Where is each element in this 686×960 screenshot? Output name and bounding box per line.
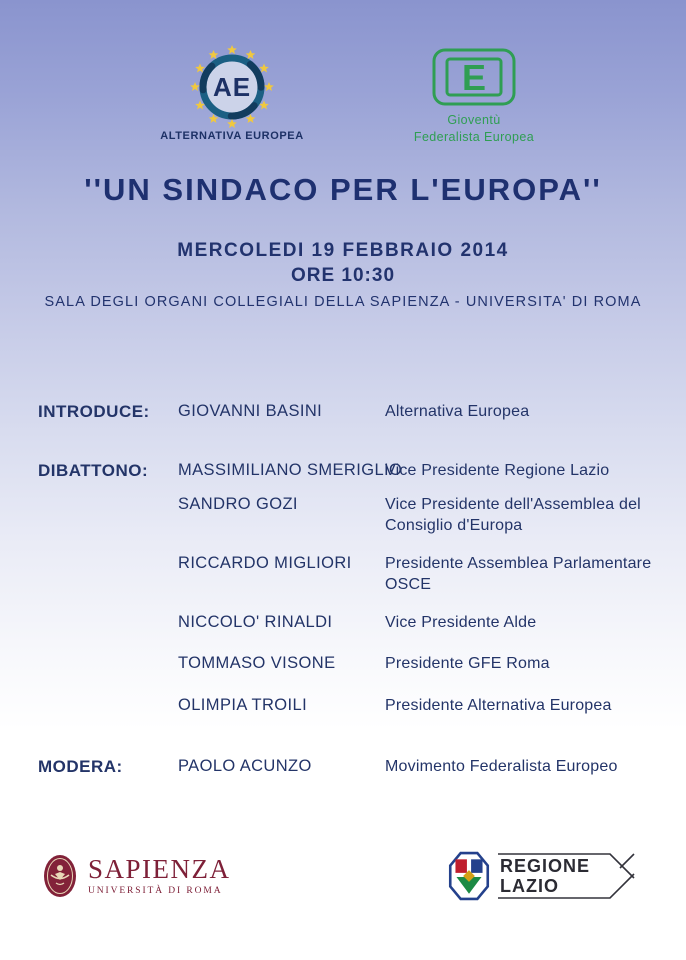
ae-monogram: AE xyxy=(212,72,252,102)
regione-lazio-crest-icon xyxy=(448,851,490,901)
regione-lazio-logo xyxy=(448,850,650,902)
sapienza-title: SAPIENZA xyxy=(88,854,231,884)
sapienza-subtitle: UNIVERSITÀ DI ROMA xyxy=(88,886,223,896)
regione-text: REGIONE xyxy=(500,856,591,876)
program-row xyxy=(38,554,686,596)
program-row xyxy=(38,696,686,717)
gfe-label-line1: Gioventù xyxy=(447,113,501,127)
event-date: MERCOLEDI 19 FEBBRAIO 2014 xyxy=(177,239,509,261)
sapienza-seal-icon xyxy=(42,853,78,899)
lazio-text: LAZIO xyxy=(500,876,559,896)
speaker-affiliation: Vice Presidente Alde xyxy=(385,613,537,631)
speaker-name: RICCARDO MIGLIORI xyxy=(178,553,352,572)
event-details xyxy=(0,240,686,310)
gfe-monogram: E xyxy=(461,57,487,98)
role-label: INTRODUCE: xyxy=(38,401,150,421)
program-list xyxy=(0,402,686,778)
sapienza-logo xyxy=(42,853,231,899)
speaker-name: MASSIMILIANO SMERIGLIO xyxy=(178,460,403,479)
program-row-dibattono xyxy=(38,461,686,482)
speaker-affiliation: Movimento Federalista Europeo xyxy=(385,757,618,775)
footer-logos xyxy=(42,850,650,902)
program-row xyxy=(38,654,686,675)
gfe-emblem-icon xyxy=(432,48,516,106)
speaker-name: TOMMASO VISONE xyxy=(178,654,336,673)
speaker-name: GIOVANNI BASINI xyxy=(178,401,323,420)
speaker-affiliation: Presidente GFE Roma xyxy=(385,655,550,673)
speaker-name: SANDRO GOZI xyxy=(178,495,298,514)
ae-logo-label: ALTERNATIVA EUROPEA xyxy=(160,130,304,142)
program-row xyxy=(38,613,686,634)
event-time: ORE 10:30 xyxy=(290,264,396,286)
alternativa-europea-logo xyxy=(132,40,332,142)
event-venue: SALA DEGLI ORGANI COLLEGIALI DELLA SAPIENZA - UNIVERSITA' DI ROMA xyxy=(44,293,642,310)
speaker-affiliation: Presidente Alternativa Europea xyxy=(385,697,612,715)
header-logos xyxy=(0,0,686,146)
gfe-label-line2: Federalista Europea xyxy=(413,129,535,144)
speaker-affiliation: Vice Presidente dell'Assemblea del Consiglio d'Europa xyxy=(385,496,641,535)
program-row xyxy=(38,495,686,537)
sapienza-wordmark xyxy=(88,856,231,896)
role-label: MODERA: xyxy=(38,756,123,776)
program-row-modera xyxy=(38,757,686,778)
gfe-logo xyxy=(394,40,554,146)
speaker-affiliation: Vice Presidente Regione Lazio xyxy=(385,461,610,479)
regione-lazio-wordmark xyxy=(498,850,650,902)
speaker-affiliation: Alternativa Europea xyxy=(385,402,530,420)
role-label: DIBATTONO: xyxy=(38,460,149,480)
gfe-logo-label xyxy=(414,112,534,146)
alternativa-europea-emblem-icon xyxy=(185,40,279,134)
speaker-name: OLIMPIA TROILI xyxy=(178,696,308,715)
speaker-name: PAOLO ACUNZO xyxy=(178,756,312,775)
poster-title: ''UN SINDACO PER L'EUROPA'' xyxy=(84,171,602,207)
speaker-affiliation: Presidente Assemblea Parlamentare OSCE xyxy=(385,554,652,593)
speaker-name: NICCOLO' RINALDI xyxy=(178,612,333,631)
program-row-introduce xyxy=(38,402,686,423)
